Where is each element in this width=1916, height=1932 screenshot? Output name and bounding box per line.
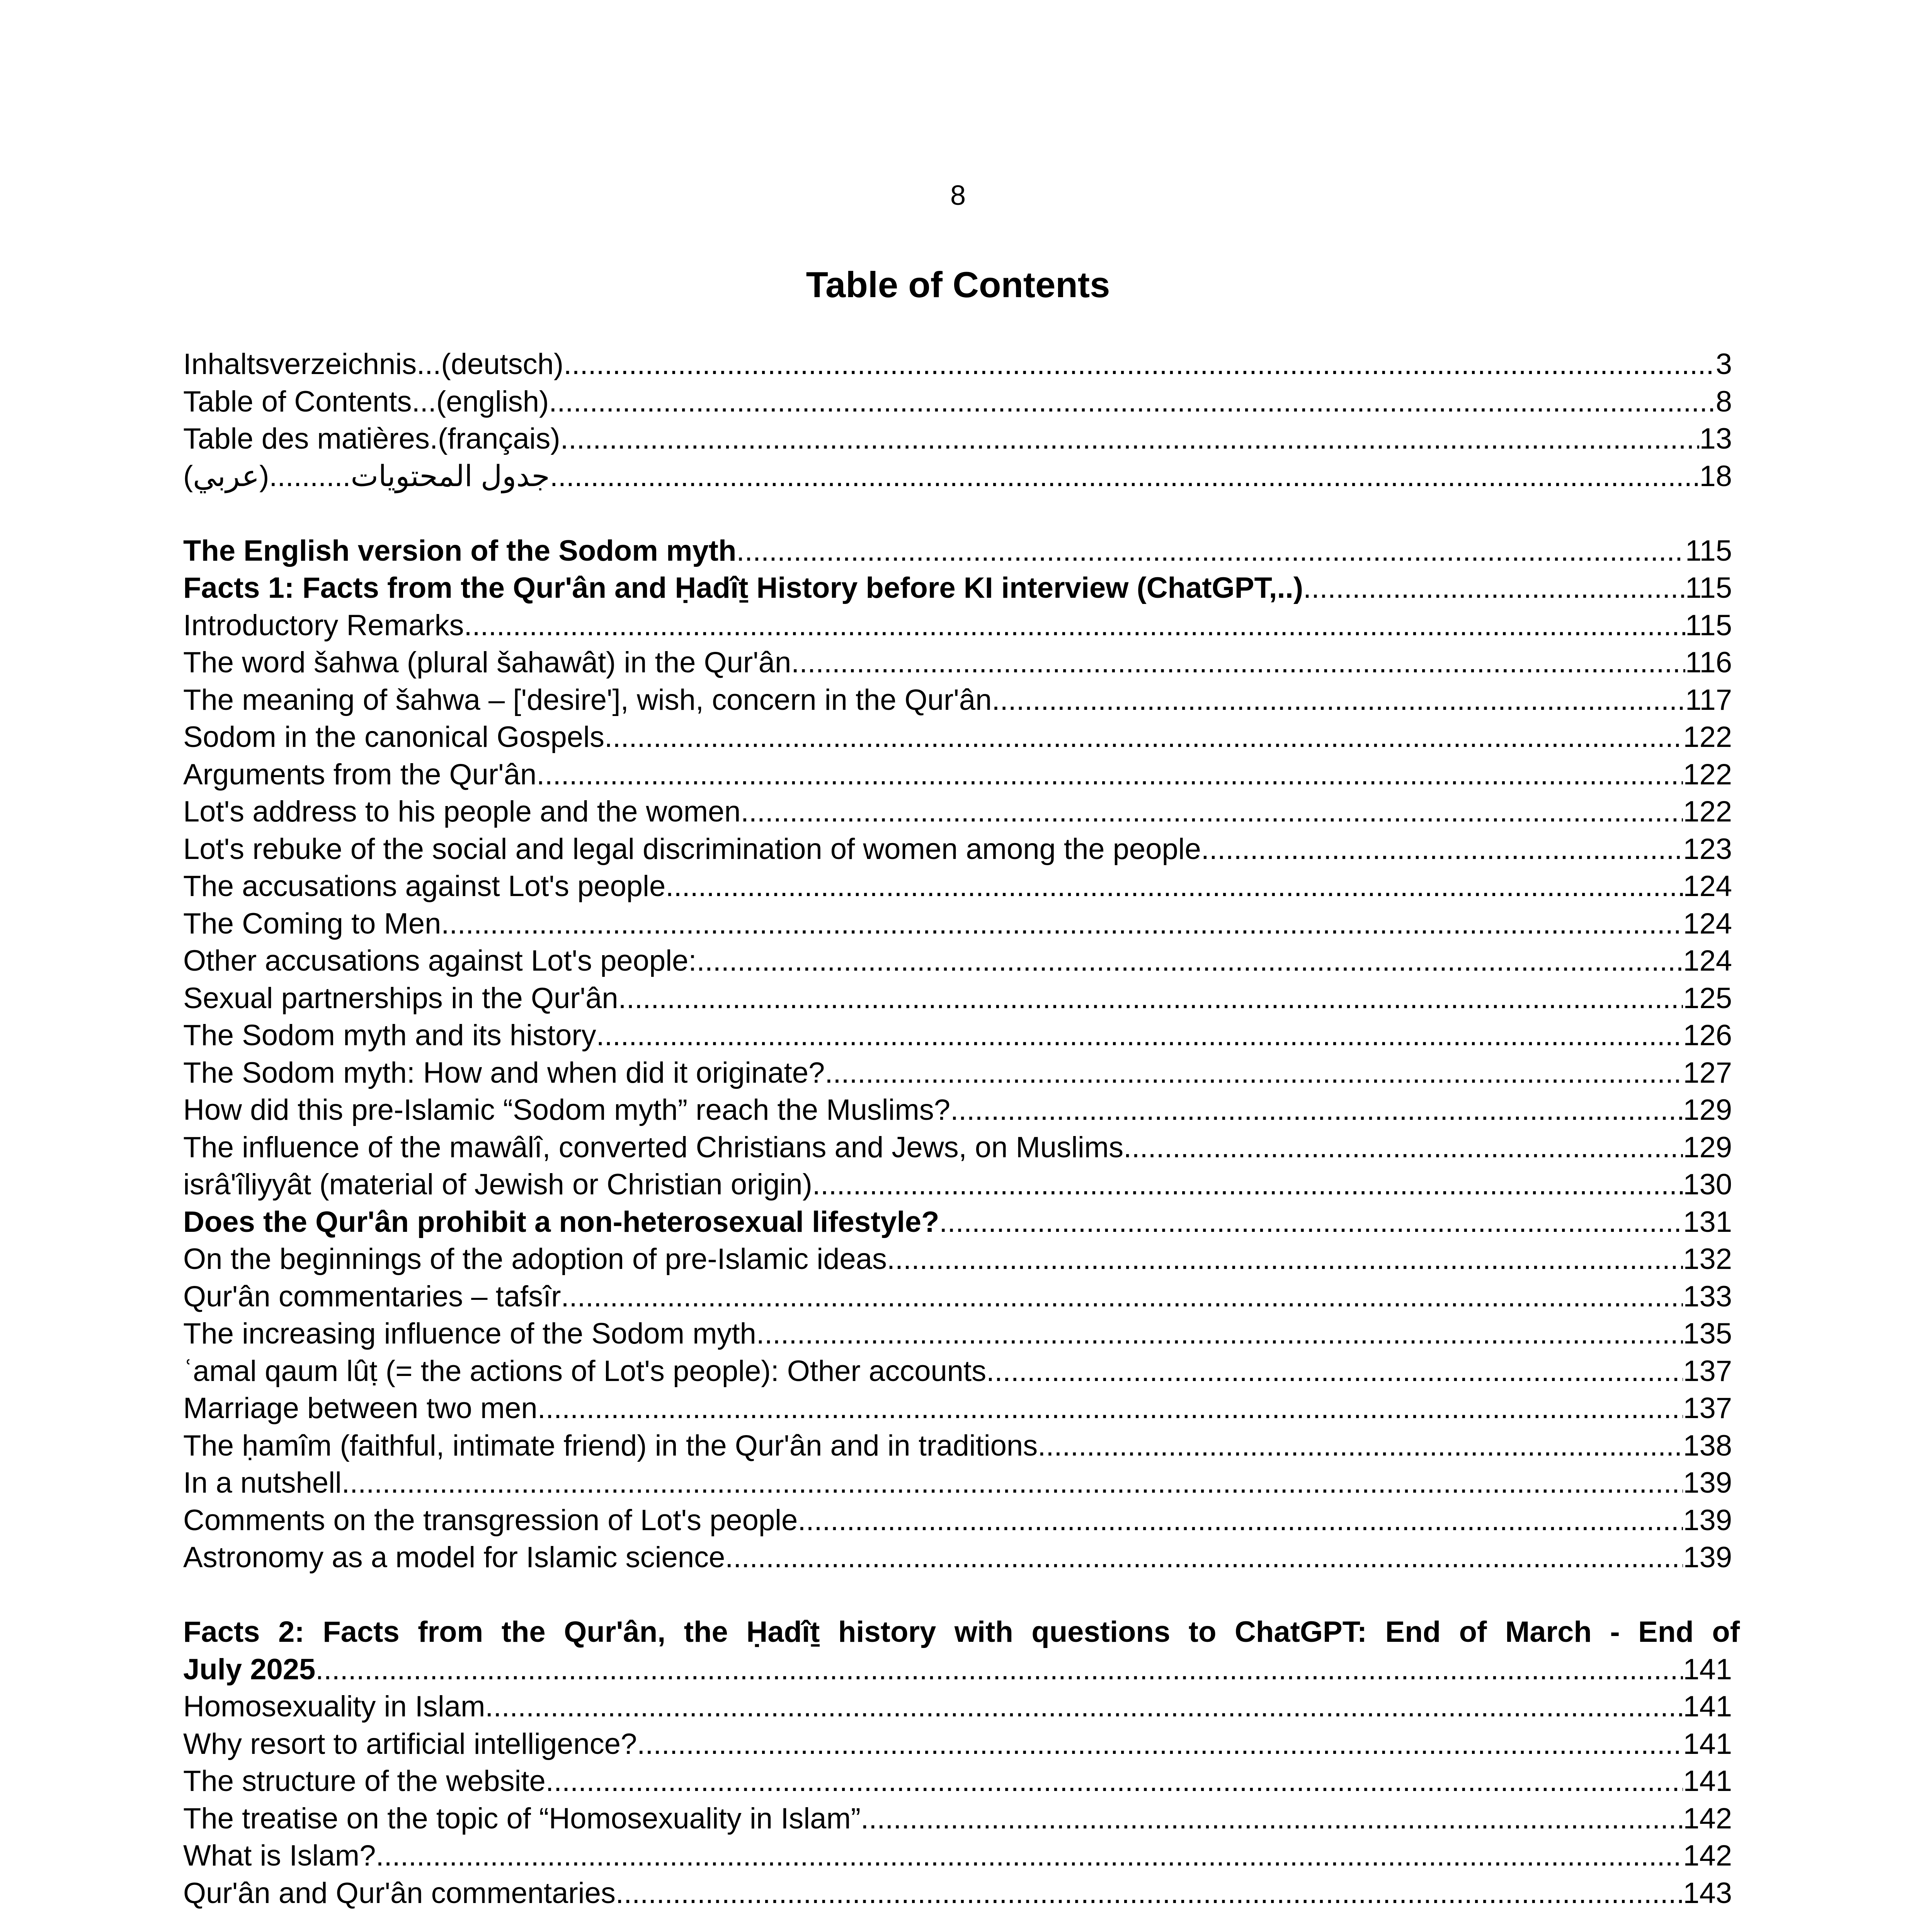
toc-entry[interactable]	[183, 1390, 1740, 1427]
toc-entry-label: July 2025	[183, 1653, 316, 1686]
toc-entry-page: 130	[1683, 1168, 1732, 1201]
toc-entry-page: 122	[1683, 758, 1732, 791]
section-gap	[183, 1577, 1740, 1614]
toc-entry-page: 135	[1683, 1317, 1732, 1350]
toc-entry[interactable]	[183, 793, 1740, 831]
toc-entry[interactable]	[183, 1800, 1740, 1838]
toc-entry-label: The Sodom myth and its history	[183, 1019, 596, 1052]
toc-entry-page: 137	[1683, 1354, 1732, 1388]
dot-leader	[315, 1651, 1683, 1689]
toc-entry-label: isrâ'îliyyât (material of Jewish or Christian origin)	[183, 1168, 812, 1201]
toc-entry[interactable]	[183, 383, 1740, 421]
toc-entry-label: The increasing influence of the Sodom myth	[183, 1317, 756, 1350]
dot-leader	[637, 1726, 1683, 1763]
dot-leader	[825, 1054, 1683, 1092]
toc-entry[interactable]	[183, 1278, 1740, 1316]
toc-entry[interactable]	[183, 1017, 1740, 1054]
toc-entry-page: 143	[1683, 1876, 1732, 1910]
toc-entry-page: 132	[1683, 1243, 1732, 1276]
toc-entry[interactable]	[183, 1502, 1740, 1539]
dot-leader	[725, 1539, 1683, 1577]
dot-leader	[561, 1278, 1683, 1316]
toc-entry-label: Table of Contents...(english)	[183, 385, 549, 418]
toc-entry[interactable]	[183, 570, 1740, 607]
toc-entry-label: Arguments from the Qur'ân	[183, 758, 537, 791]
toc-entry-page: 138	[1683, 1429, 1732, 1462]
toc-entry-page: 139	[1683, 1541, 1732, 1574]
toc-entry-label: Inhaltsverzeichnis...(deutsch)	[183, 348, 564, 381]
toc-entry[interactable]	[183, 1427, 1740, 1465]
toc-entry-page: 116	[1685, 646, 1732, 679]
toc-entry-page: 141	[1683, 1690, 1732, 1723]
toc-entry-label: Qur'ân and Qur'ân commentaries	[183, 1876, 616, 1910]
dot-leader	[536, 756, 1683, 794]
dot-leader	[550, 458, 1700, 495]
toc-entry[interactable]	[183, 644, 1740, 682]
toc-entry[interactable]	[183, 458, 1740, 495]
dot-leader	[696, 942, 1683, 980]
toc-entry-label: Lot's address to his people and the women	[183, 795, 741, 828]
dot-leader	[798, 1502, 1683, 1539]
dot-leader	[596, 1017, 1683, 1054]
dot-leader	[464, 607, 1685, 645]
toc-entry-label: The Sodom myth: How and when did it originate?	[183, 1056, 825, 1089]
toc-entry-label: The English version of the Sodom myth	[183, 534, 737, 567]
toc-entry-label: On the beginnings of the adoption of pre-Islamic ideas	[183, 1243, 887, 1276]
toc-entry-label: جدول المحتويات..........(عربي)	[183, 459, 550, 493]
toc-entry-page: 123	[1683, 832, 1732, 866]
toc-entry-page: 129	[1683, 1094, 1732, 1126]
toc-entry-label: What is Islam?	[183, 1839, 376, 1872]
dot-leader	[560, 420, 1700, 458]
toc-entry[interactable]	[183, 1241, 1740, 1278]
toc-entry-page: 124	[1683, 944, 1732, 977]
toc-entry[interactable]	[183, 1464, 1740, 1502]
toc-entry[interactable]	[183, 1129, 1740, 1167]
toc-entry[interactable]	[183, 1688, 1740, 1726]
section-gap	[183, 495, 1740, 532]
dot-leader	[342, 1464, 1683, 1502]
toc-entry-label: Qur'ân commentaries – tafsîr	[183, 1280, 561, 1313]
toc-entry-page: 126	[1683, 1019, 1732, 1052]
toc-entry[interactable]	[183, 1166, 1740, 1204]
toc-entry[interactable]	[183, 1204, 1740, 1241]
toc-entry-page: 125	[1683, 981, 1732, 1015]
toc-entry-page: 142	[1683, 1802, 1732, 1835]
toc-entry-label: How did this pre-Islamic “Sodom myth” reach the Muslims?	[183, 1094, 951, 1126]
toc-entry-page: 139	[1683, 1466, 1732, 1499]
dot-leader	[546, 1763, 1683, 1800]
dot-leader	[618, 980, 1683, 1017]
toc-entry[interactable]	[183, 607, 1740, 645]
section-gap	[183, 1912, 1740, 1932]
toc-entry-label: The ḥamîm (faithful, intimate friend) in the Qur'ân and in traditions	[183, 1429, 1038, 1462]
toc-entry-page: 122	[1683, 795, 1732, 828]
toc-entry[interactable]	[183, 1837, 1740, 1875]
toc-entry-page: 129	[1683, 1131, 1732, 1164]
toc-entry-page: 142	[1683, 1839, 1732, 1872]
toc-entry-label: Introductory Remarks	[183, 609, 464, 642]
toc-entry-label: The meaning of šahwa – ['desire'], wish, concern in the Qur'ân	[183, 683, 992, 716]
toc-entry-page: 117	[1685, 683, 1732, 716]
toc-entry-page: 133	[1683, 1280, 1732, 1313]
toc-entry-page: 3	[1715, 348, 1732, 381]
toc-entry[interactable]	[183, 942, 1740, 980]
table-of-contents	[183, 346, 1740, 1932]
toc-entry-page: 131	[1683, 1205, 1732, 1238]
toc-entry-label: In a nutshell	[183, 1466, 342, 1499]
dot-leader	[887, 1241, 1683, 1278]
toc-entry-page: 124	[1683, 907, 1732, 940]
toc-entry-page: 13	[1699, 422, 1732, 455]
toc-entry-label: The Coming to Men	[183, 907, 441, 940]
dot-leader	[756, 1315, 1683, 1353]
toc-entry-label: Sodom in the canonical Gospels	[183, 721, 604, 753]
toc-entry-label: Other accusations against Lot's people:	[183, 944, 697, 977]
page-title: Table of Contents	[806, 264, 1110, 305]
toc-entry-label: Table des matières.(français)	[183, 422, 560, 455]
toc-entry-label: Why resort to artificial intelligence?	[183, 1727, 637, 1760]
toc-entry-label: ʿamal qaum lûṭ (= the actions of Lot's people): Other accounts	[183, 1354, 987, 1388]
dot-leader	[791, 644, 1685, 682]
toc-entry-label: The influence of the mawâlî, converted Christians and Jews, on Muslims	[183, 1131, 1124, 1164]
toc-entry-page: 139	[1683, 1503, 1732, 1537]
dot-leader	[1303, 570, 1685, 607]
dot-leader	[665, 868, 1683, 905]
dot-leader	[604, 719, 1683, 756]
toc-entry[interactable]	[183, 868, 1740, 905]
toc-entry-label: The accusations against Lot's people	[183, 870, 666, 903]
toc-entry-label: Does the Qur'ân prohibit a non-heterosexual lifestyle?	[183, 1205, 939, 1238]
dot-leader	[950, 1092, 1683, 1129]
dot-leader	[986, 1353, 1683, 1390]
toc-entry-label: Facts 1: Facts from the Qur'ân and Ḥadîṯ History before KI interview (ChatGPT,..)	[183, 571, 1303, 604]
toc-entry[interactable]	[183, 719, 1740, 756]
dot-leader	[549, 383, 1715, 421]
toc-entry-label: Marriage between two men	[183, 1392, 538, 1425]
dot-leader	[1038, 1427, 1683, 1465]
toc-entry-page: 141	[1683, 1653, 1732, 1686]
dot-leader	[563, 346, 1716, 383]
toc-entry[interactable]	[183, 905, 1740, 943]
toc-entry[interactable]	[183, 346, 1740, 383]
toc-entry-page: 115	[1685, 571, 1732, 604]
toc-entry[interactable]	[183, 1726, 1740, 1763]
dot-leader	[736, 532, 1685, 570]
page-number: 8	[950, 180, 966, 211]
toc-section-heading[interactable]: Facts 2: Facts from the Qur'ân, the Ḥadîṯ history with questions to ChatGPT: End of March - End of	[183, 1616, 1740, 1648]
toc-entry[interactable]	[183, 1875, 1740, 1912]
toc-entry-label: Astronomy as a model for Islamic science	[183, 1541, 725, 1574]
toc-entry-label: Homosexuality in Islam	[183, 1690, 485, 1723]
toc-entry-page: 8	[1715, 385, 1732, 418]
toc-entry[interactable]	[183, 756, 1740, 794]
toc-entry-page: 122	[1683, 721, 1732, 753]
toc-entry-label: Lot's rebuke of the social and legal discrimination of women among the people	[183, 832, 1201, 866]
toc-entry[interactable]	[183, 1651, 1740, 1689]
toc-entry[interactable]	[183, 1092, 1740, 1129]
dot-leader	[538, 1390, 1683, 1427]
toc-entry-page: 115	[1685, 534, 1732, 567]
toc-entry[interactable]	[183, 980, 1740, 1017]
dot-leader	[939, 1204, 1683, 1241]
toc-entry-label: The treatise on the topic of “Homosexuality in Islam”	[183, 1802, 861, 1835]
toc-entry-label: The structure of the website	[183, 1765, 546, 1798]
dot-leader	[1123, 1129, 1683, 1167]
toc-entry-page: 18	[1699, 459, 1732, 493]
dot-leader	[441, 905, 1683, 943]
toc-entry-label: Comments on the transgression of Lot's people	[183, 1503, 798, 1537]
toc-entry[interactable]	[183, 1315, 1740, 1353]
toc-entry[interactable]	[183, 532, 1740, 570]
toc-entry-page: 124	[1683, 870, 1732, 903]
toc-entry[interactable]	[183, 1763, 1740, 1800]
toc-entry[interactable]	[183, 1054, 1740, 1092]
toc-entry-page: 141	[1683, 1765, 1732, 1798]
toc-entry-label: The word šahwa (plural šahawât) in the Qur'ân	[183, 646, 791, 679]
toc-entry[interactable]	[183, 831, 1740, 868]
dot-leader	[485, 1688, 1683, 1726]
dot-leader	[616, 1875, 1683, 1912]
toc-entry-page: 115	[1685, 609, 1732, 642]
dot-leader	[812, 1166, 1683, 1204]
toc-entry[interactable]	[183, 1353, 1740, 1390]
toc-entry[interactable]	[183, 682, 1740, 719]
toc-entry[interactable]	[183, 420, 1740, 458]
toc-entry-page: 127	[1683, 1056, 1732, 1089]
dot-leader	[992, 682, 1685, 719]
dot-leader	[741, 793, 1683, 831]
toc-entry-page: 141	[1683, 1727, 1732, 1760]
dot-leader	[861, 1800, 1683, 1838]
toc-entry[interactable]	[183, 1539, 1740, 1577]
toc-entry-page: 137	[1683, 1392, 1732, 1425]
toc-entry-label: Sexual partnerships in the Qur'ân	[183, 981, 618, 1015]
dot-leader	[376, 1837, 1683, 1875]
dot-leader	[1201, 831, 1683, 868]
